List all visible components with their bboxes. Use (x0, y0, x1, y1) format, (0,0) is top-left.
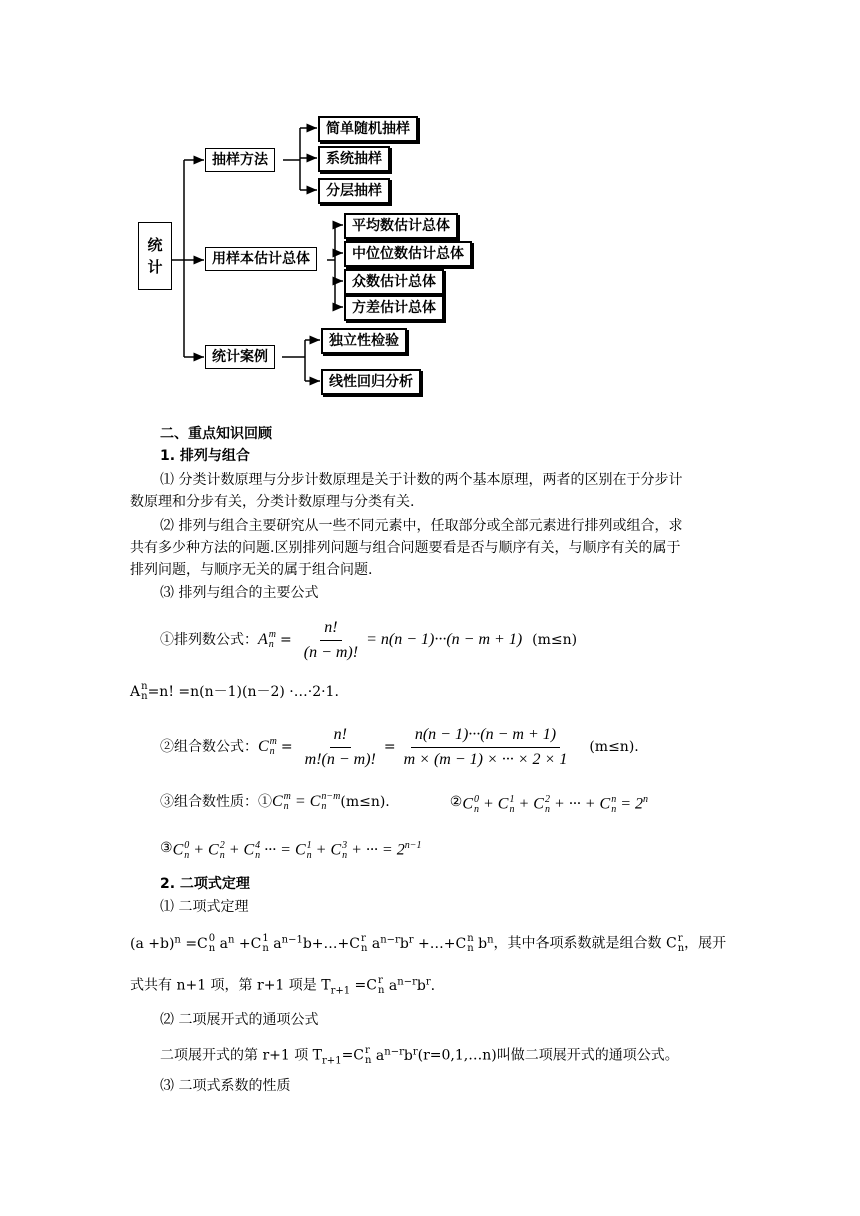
tree-root (138, 222, 172, 290)
para-binomial-coefficient: ⑶ 二项式系数的性质 (160, 1078, 291, 1094)
para-3: ⑶ 排列与组合的主要公式 (160, 585, 319, 601)
formula-permutation-label: ①排列数公式： (160, 632, 258, 648)
branch-sample-estimation: 用样本估计总体 (205, 247, 317, 271)
leaf-systematic: 系统抽样 (318, 146, 390, 172)
general-term-text-a: 二项展开式的第 r+1 项 T (160, 1047, 323, 1064)
para-general-term: ⑵ 二项展开式的通项公式 (160, 1012, 319, 1028)
leaf-mode: 众数估计总体 (344, 269, 444, 295)
heading-binomial: 2. 二项式定理 (160, 876, 250, 892)
formula-property-label: ③组合数性质：① (160, 794, 272, 811)
para-2a: ⑵ 排列与组合主要研究从一些不同元素中，任取部分或全部元素进行排列或组合，求 (160, 518, 683, 534)
formula-property-2-label: ② (449, 794, 463, 811)
leaf-mean: 平均数估计总体 (344, 213, 458, 239)
formula-full-permutation-text: =n! =n(n－1)(n－2) ·…·2·1. (147, 684, 339, 700)
general-term-text-b: (r=0,1,…n)叫做二项展开式的通项公式。 (417, 1047, 679, 1064)
general-term-formula: 二项展开式的第 r+1 项 $T_{r+1}=C$ r n $a^{n-r}b^r(r=0,1,\dots n)$叫做二项展开式的通项公式。 (160, 1044, 679, 1067)
formula-full-permutation: A n n =n! =n(n－1)(n－2) ·…·2·1. (130, 681, 339, 702)
para-1a: ⑴ 分类计数原理与分步计数原理是关于计数的两个基本原理，两者的区别在于分步计 (160, 472, 683, 488)
formula-combination-cond: (m≤n). (589, 739, 639, 755)
formula-combination: ②组合数公式： C m n = $\frac{n!}{m!(n - m)!}$ = $\frac{n(n - 1)\cdot\cdot\cdot(n - m + 1)}{m \times (m - 1) \times \cdot\cdot\cdot \times 2 \times 1}$ (m≤n). (160, 725, 639, 768)
binomial-expansion: $(a +b)^n =C$ 0 n $a^n +C$ 1 n $a^{n-1}b+\dots+C$ r n $a^{n-r}b^r$ +…+C n n $b^n$，其中各项系数就是组合数 C r n ，展开 (130, 932, 727, 954)
tree-connectors (0, 0, 860, 410)
formula-permutation-cond: (m≤n) (532, 632, 578, 648)
leaf-simple-random: 简单随机抽样 (318, 116, 418, 142)
para-2b: 共有多少种方法的问题.区别排列问题与组合问题要看是否与顺序有关，与顺序有关的属于 (130, 540, 681, 556)
para-1b: 数原理和分步有关，分类计数原理与分类有关. (130, 494, 415, 510)
formula-odd-even-sum: ③ C 0 n + C 2 n + C 4 n ··· = C 1 n + C 3 n + ··· = $2^{n-1}$ (160, 839, 422, 861)
leaf-independence: 独立性检验 (321, 328, 407, 354)
binomial-term-count: 式共有 n+1 项，第 r+1 项是 $T_{r+1} =C$ r n $a^{n-r}b^r$. (130, 974, 436, 997)
formula-permutation: ①排列数公式： A m n = $\frac{n!}{(n - m)!}$ = n(n − 1)···(n − m + 1) (m≤n) (160, 618, 578, 661)
formula-combination-label: ②组合数公式： (160, 739, 258, 755)
leaf-stratified: 分层抽样 (318, 178, 390, 204)
section-title: 二、重点知识回顾 (160, 426, 272, 442)
formula-property-cond: (m≤n). (340, 794, 390, 811)
formula-combination-property: ③组合数性质：① C m n = C n−m n (m≤n). ② C 0 n + C 1 n + C 2 n + ··· + C n n = $2^n$ (160, 791, 648, 815)
heading-permutation: 1. 排列与组合 (160, 448, 250, 464)
formula-odd-even-label: ③ (160, 840, 173, 857)
branch-sampling: 抽样方法 (205, 148, 275, 172)
para-binomial-theorem: ⑴ 二项式定理 (160, 899, 249, 915)
para-2c: 排列问题，与顺序无关的属于组合问题. (130, 562, 373, 578)
leaf-variance: 方差估计总体 (344, 295, 444, 321)
branch-statistical-cases: 统计案例 (205, 345, 275, 369)
binomial-tail-1: ，其中各项系数就是组合数 C (493, 935, 677, 952)
leaf-median: 中位位数估计总体 (344, 241, 472, 267)
root-label: 统 计 (147, 236, 163, 276)
binomial-tail-2: ，展开 (684, 935, 727, 952)
leaf-regression: 线性回归分析 (321, 369, 421, 395)
binomial-term-text: 式共有 n+1 项，第 r+1 项是 T (130, 977, 331, 994)
